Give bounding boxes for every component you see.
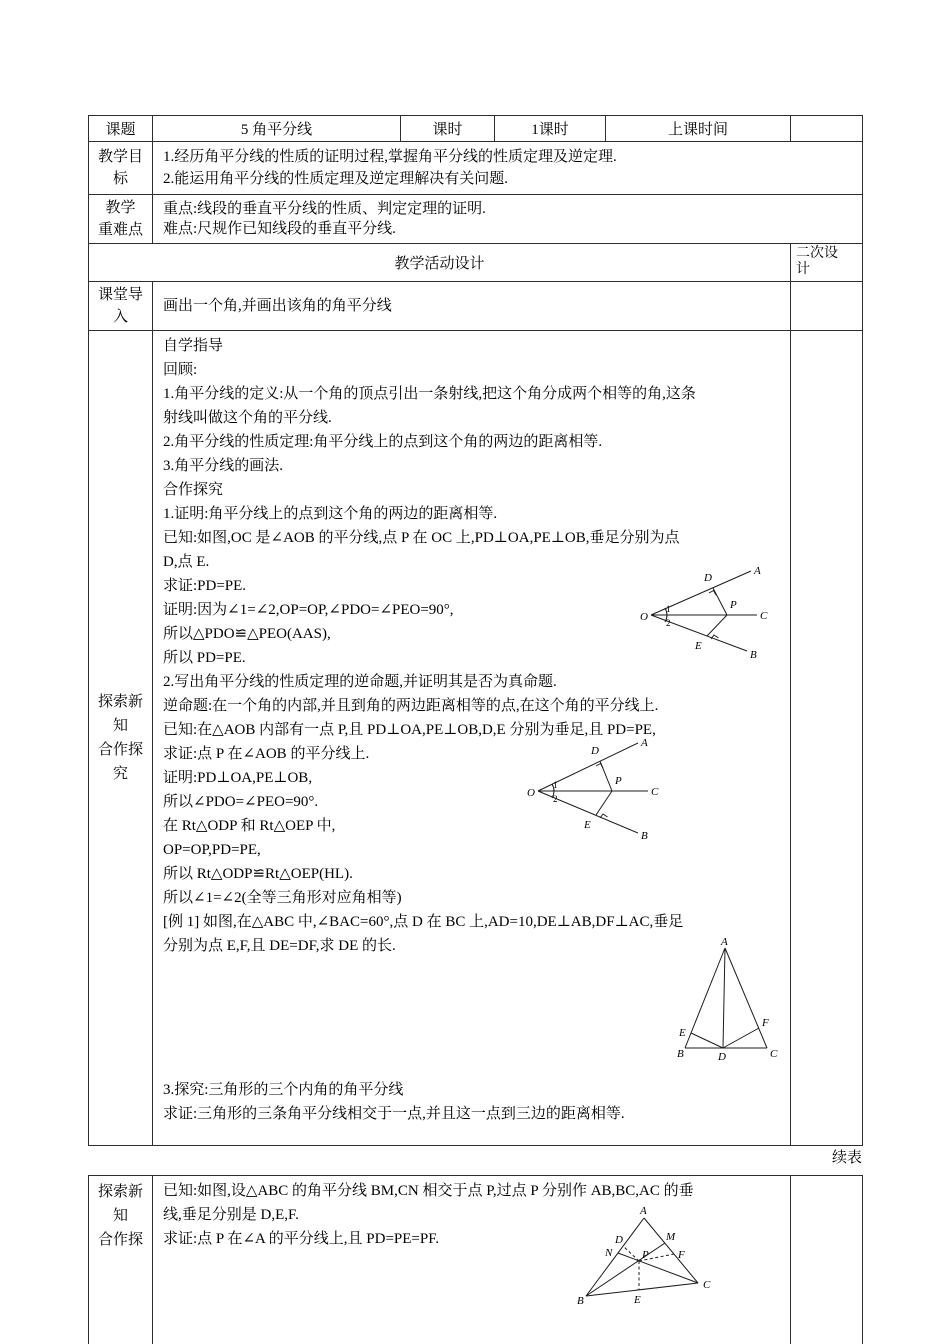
secondary-design-line: 计 [796,262,810,277]
continued-explore-label [89,1176,153,1344]
continued-table-label: 续表 [831,1150,862,1166]
segment-DF [723,1028,759,1048]
angle-label-1: 1 [666,604,671,614]
lesson-text-line: 在 Rt△ODP 和 Rt△OEP 中, [163,818,336,834]
figure-angle-bisector-proof-2 [526,729,661,844]
explore-content [153,331,791,1146]
point-label-E: E [584,819,591,831]
lesson-text-line: D,点 E. [163,554,210,570]
segment-AD [723,948,725,1048]
activity-header-row [89,244,863,282]
lesson-text-line: 所以 Rt△ODP≌Rt△OEP(HL). [163,866,353,882]
point-label-C: C [651,786,659,798]
objectives-label [89,142,153,195]
point-label-B: B [677,1048,684,1060]
period-label: 课时 [401,116,495,142]
point-label-O: O [527,787,535,799]
lesson-text-line: 已知:如图,设△ABC 的角平分线 BM,CN 相交于点 P,过点 P 分别作 AB,BC,AC 的垂 [163,1183,694,1199]
lesson-text-line: 线,垂足分别是 D,E,F. [163,1207,299,1223]
lesson-text-line: 1.角平分线的定义:从一个角的顶点引出一条射线,把这个角分成两个相等的角,这条 [163,386,696,402]
point-label-P: P [642,1249,649,1261]
angle-label-2: 2 [666,618,671,628]
point-label-A: A [754,565,761,577]
point-label-E: E [679,1027,686,1039]
objectives-label-line: 标 [112,171,128,187]
lead-in-line: 画出一个角,并画出该角的角平分线 [163,298,392,314]
perpendicular-PD [623,1246,639,1261]
lesson-text-line: 求证:PD=PE. [163,578,247,594]
class-time-value-cell [791,116,863,142]
explore-row [89,331,863,1146]
activity-design-title: 教学活动设计 [89,244,791,282]
figure-3-lines [685,948,767,1048]
lesson-text-line: 已知:如图,OC 是∠AOB 的平分线,点 P 在 OC 上,PD⊥OA,PE⊥OB,垂足分别为点 [163,530,680,546]
key-points-label-line: 重难点 [97,222,143,238]
point-label-A: A [640,1205,647,1217]
figure-angle-bisector-proof-1 [639,563,769,663]
lesson-text-line: 1.证明:角平分线上的点到这个角的两边的距离相等. [163,506,498,522]
point-label-O: O [640,611,648,623]
continued-secondary-cell [791,1176,863,1344]
header-row [89,116,863,142]
explore-label-line: 究 [112,766,128,782]
continued-label-line: 知 [112,1208,128,1224]
point-label-C: C [770,1048,778,1060]
lesson-text-line: 所以∠1=∠2(全等三角形对应角相等) [163,890,402,906]
lead-in-label [89,282,153,331]
period-value: 1课时 [495,116,606,142]
subject-value: 5 角平分线 [153,116,401,142]
key-points-label-line: 教学 [105,200,136,216]
explore-secondary-cell [791,331,863,1146]
class-time-label: 上课时间 [606,116,791,142]
lesson-text-line: 3.探究:三角形的三个内角的角平分线 [163,1082,404,1098]
lesson-text-line: 分别为点 E,F,且 DE=DF,求 DE 的长. [163,938,396,954]
subject-label: 课题 [89,116,153,142]
lesson-text-line: 已知:在△AOB 内部有一点 P,且 PD⊥OA,PE⊥OB,D,E 分别为垂足,且 PD=PE, [163,722,656,738]
point-label-E: E [695,640,702,652]
figure-example-triangle [677,936,787,1062]
lesson-text-line: OP=OP,PD=PE, [163,842,261,858]
point-label-D: D [718,1051,726,1062]
segment-EP [707,615,727,636]
lesson-plan-table [88,115,863,1146]
point-label-F: F [678,1249,685,1261]
secondary-design-line: 二次设 [796,246,838,261]
lesson-text-line: 2.角平分线的性质定理:角平分线上的点到这个角的两边的距离相等. [163,434,603,450]
lesson-text-line: 逆命题:在一个角的内部,并且到角的两边距离相等的点,在这个角的平分线上. [163,698,659,714]
lesson-text-line: 合作探究 [163,482,224,498]
point-label-C: C [760,610,768,622]
continued-explore-content [153,1176,791,1344]
point-label-D: D [704,572,712,584]
figure-4-labels [577,1205,711,1307]
key-points-content [153,195,863,244]
lesson-text-line: 回顾: [163,362,198,378]
lead-in-label-line: 入 [112,309,128,325]
secondary-design-cell [791,244,863,282]
point-label-P: P [615,775,622,787]
figure-2-labels [527,737,659,842]
point-label-D: D [615,1234,623,1246]
lesson-plan-table-continued [88,1175,863,1344]
explore-label [89,331,153,1146]
explore-label-line: 合作探 [97,742,143,758]
side-AC [725,948,767,1048]
point-label-M: M [666,1231,676,1243]
point-label-C: C [703,1279,711,1291]
side-AB [586,1218,644,1296]
continued-label-line: 探索新 [97,1184,143,1200]
lesson-text-line: 射线叫做这个角的平分线. [163,410,332,426]
lesson-text-line: 所以△PDO≌△PEO(AAS), [163,626,331,642]
objectives-line: 2.能运用角平分线的性质定理及逆定理解决有关问题. [163,171,509,187]
point-label-P: P [730,599,737,611]
point-label-A: A [721,936,728,948]
figure-1-labels [640,565,768,661]
lead-in-content [153,282,791,331]
lesson-text-line: 证明:PD⊥OA,PE⊥OB, [163,770,313,786]
right-angle-mark-D [596,764,603,769]
point-label-D: D [591,745,599,757]
key-points-label [89,195,153,244]
point-label-B: B [641,830,648,842]
point-label-N: N [605,1247,613,1259]
continued-label-line: 合作探 [97,1232,143,1248]
key-point-line: 重点:线段的垂直平分线的性质、判定定理的证明. [163,201,486,217]
segment-DE [691,1033,723,1048]
segment-EP [596,791,612,815]
lead-in-row [89,282,863,331]
lesson-text-line: 自学指导 [163,338,224,354]
objectives-content [153,142,863,195]
figure-incenter-triangle [577,1204,717,1344]
segment-DP [713,588,727,615]
lesson-text-line: 求证:点 P 在∠A 的平分线上,且 PD=PE=PF. [163,1231,440,1247]
continued-explore-row [89,1176,863,1344]
objectives-row [89,142,863,195]
point-label-E: E [634,1294,641,1306]
lesson-text-line: 求证:点 P 在∠AOB 的平分线上. [163,746,370,762]
lesson-text-line: 求证:三角形的三条角平分线相交于一点,并且这一点到三边的距离相等. [163,1106,625,1122]
lesson-text-line: 3.角平分线的画法. [163,458,284,474]
lesson-text-line: 所以 PD=PE. [163,650,246,666]
point-label-B: B [577,1295,584,1307]
point-label-F: F [762,1017,769,1029]
secondary-design-text [796,246,844,278]
angle-label-2: 2 [553,794,558,804]
key-point-line: 难点:尺规作已知线段的垂直平分线. [163,221,396,237]
explore-label-line: 知 [112,718,128,734]
lesson-text-line: 2.写出角平分线的性质定理的逆命题,并证明其是否为真命题. [163,674,557,690]
point-label-B: B [750,649,757,661]
objectives-line: 1.经历角平分线的性质的证明过程,掌握角平分线的性质定理及逆定理. [163,149,617,165]
key-points-row [89,195,863,244]
lead-in-label-line: 课堂导 [97,287,143,303]
lesson-text-line: 证明:因为∠1=∠2,OP=OP,∠PDO=∠PEO=90°, [163,602,454,618]
lead-in-secondary-cell [791,282,863,331]
lesson-text-line: 所以∠PDO=∠PEO=90°. [163,794,319,810]
lesson-text-line: [例 1] 如图,在△ABC 中,∠BAC=60°,点 D 在 BC 上,AD=10,DE⊥AB,DF⊥AC,垂足 [163,914,684,930]
angle-label-1: 1 [553,780,558,790]
objectives-label-line: 教学目 [97,149,143,165]
point-label-A: A [641,737,648,749]
explore-label-line: 探索新 [97,694,143,710]
